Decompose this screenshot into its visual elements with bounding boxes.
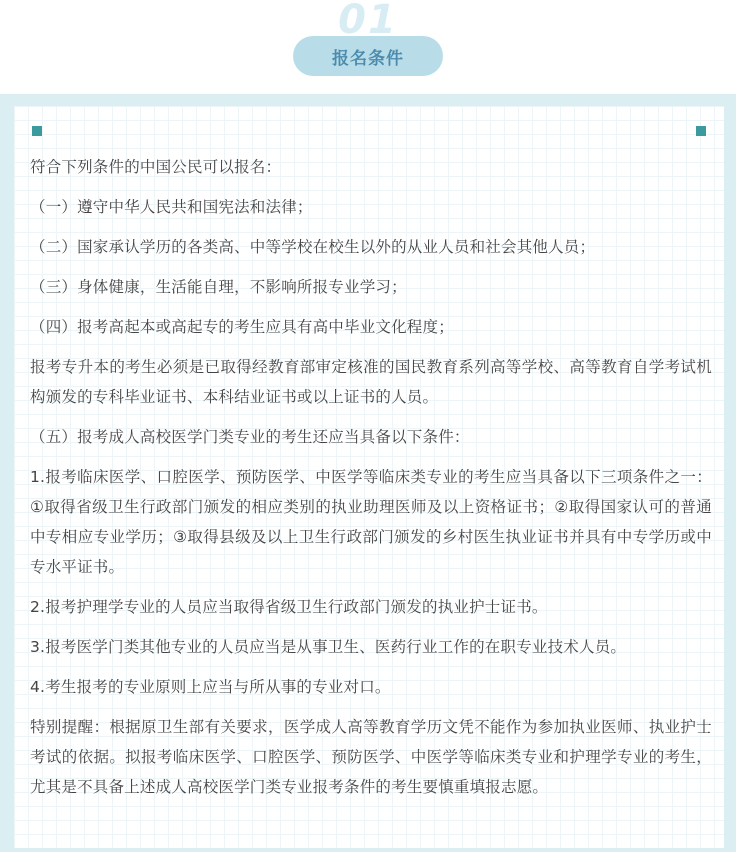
section-title: 报名条件 [332, 48, 404, 69]
content-card [14, 106, 724, 848]
paragraph-special-reminder: 特别提醒：根据原卫生部有关要求，医学成人高等教育学历文凭不能作为参加执业医师、执业护士考试的依据。拟报考临床医学、口腔医学、预防医学、中医学等临床类专业和护理学专业的考生，尤其是不具备上述成人高校医学门类专业报考条件的考生要慎重填报志愿。 [30, 718, 712, 796]
paragraph-condition-2: （二）国家承认学历的各类高、中等学校在校生以外的从业人员和社会其他人员； [30, 238, 596, 256]
paragraph-medical-2: 2.报考护理学专业的人员应当取得省级卫生行政部门颁发的执业护士证书。 [30, 598, 548, 616]
paragraph-medical-4: 4.考生报考的专业原则上应当与所从事的专业对口。 [30, 678, 391, 696]
content-frame [0, 94, 736, 852]
corner-square-left-icon [32, 126, 42, 136]
paragraph-intro: 符合下列条件的中国公民可以报名： [30, 158, 282, 176]
paragraph-condition-5: （五）报考成人高校医学门类专业的考生还应当具备以下条件： [30, 428, 470, 446]
content-body [30, 152, 712, 812]
paragraph-medical-3: 3.报考医学门类其他专业的人员应当是从事卫生、医药行业工作的在职专业技术人员。 [30, 638, 627, 656]
paragraph-condition-4: （四）报考高起本或高起专的考生应具有高中毕业文化程度； [30, 318, 454, 336]
paragraph-condition-1: （一）遵守中华人民共和国宪法和法律； [30, 198, 313, 216]
corner-square-right-icon [696, 126, 706, 136]
paragraph-upgrade-note: 报考专升本的考生必须是已取得经教育部审定核准的国民教育系列高等学校、高等教育自学考试机构颁发的专科毕业证书、本科结业证书或以上证书的人员。 [30, 358, 712, 406]
paragraph-condition-3: （三）身体健康，生活能自理，不影响所报专业学习； [30, 278, 407, 296]
paragraph-medical-1: 1.报考临床医学、口腔医学、预防医学、中医学等临床类专业的考生应当具备以下三项条件之一：①取得省级卫生行政部门颁发的相应类别的执业助理医师及以上资格证书；②取得国家认可的普通中专相应专业学历；③取得县级及以上卫生行政部门颁发的乡村医生执业证书并具有中专学历或中专水平证书。 [30, 468, 712, 576]
section-header [0, 0, 736, 94]
section-number: 01 [338, 0, 398, 34]
section-title-pill [293, 36, 443, 76]
